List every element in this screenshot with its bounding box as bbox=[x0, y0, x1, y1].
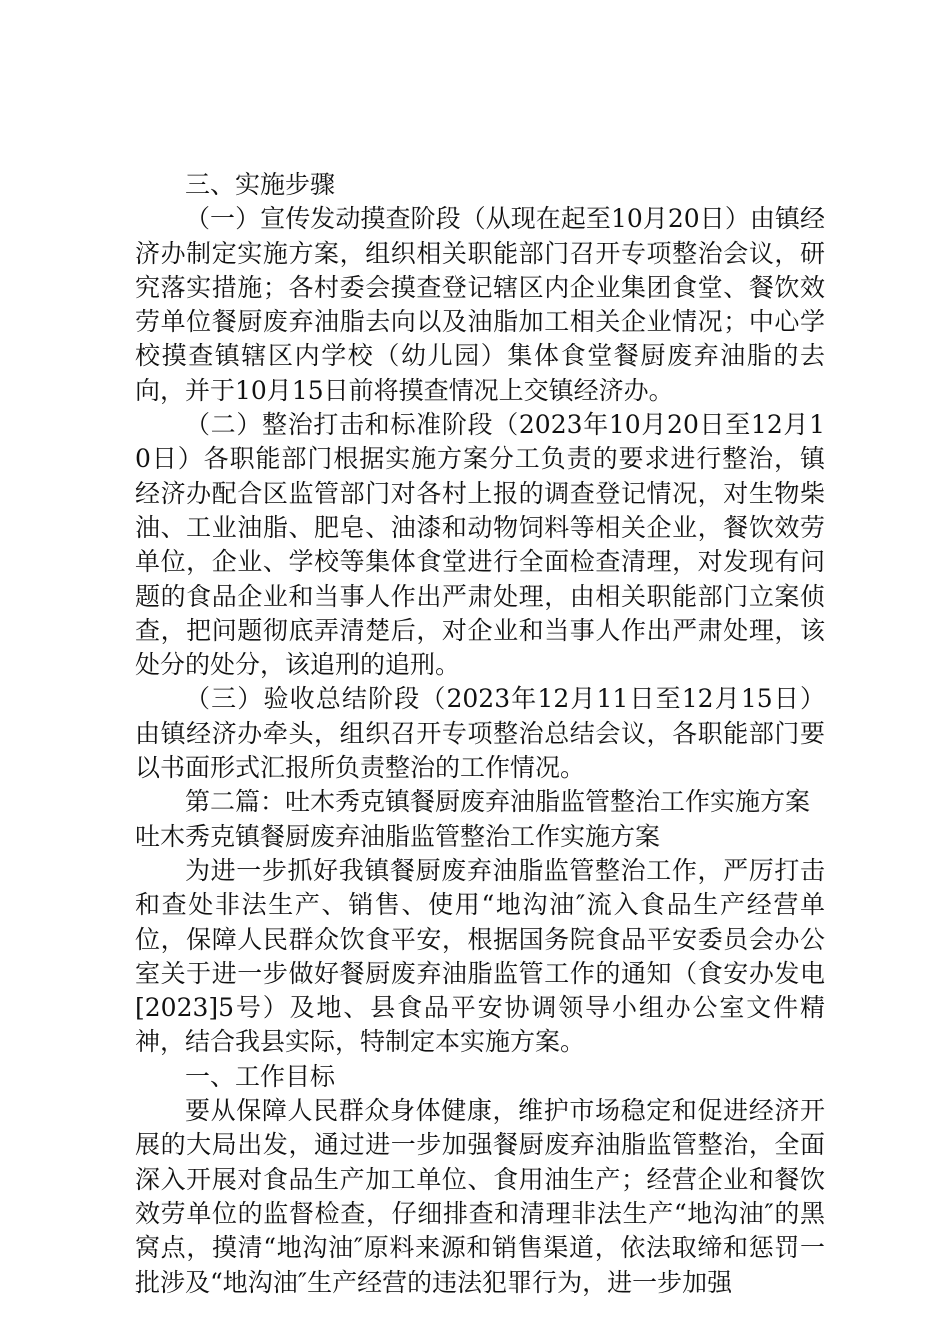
section-heading-work-goals: 一、工作目标 bbox=[185, 1061, 336, 1091]
paragraph-work-goals: 要从保障人民群众身体健康，维护市场稳定和促进经济开展的大局出发，通过进一步加强餐厨废弃油脂监管整治，全面深入开展对食品生产加工单位、食用油生产；经营企业和餐饮效劳单位的监督检查，仔细排查和清理非法生产“地沟油″的黑窝点，摸清“地沟油″原料来源和销售渠道，依法取缔和惩罚一批涉及“地沟油″生产经营的违法犯罪行为，进一步加强 bbox=[135, 1096, 825, 1297]
paragraph-stage-one: （一）宣传发动摸查阶段（从现在起至10月20日）由镇经济办制定实施方案，组织相关职能部门召开专项整治会议，研究落实措施；各村委会摸查登记辖区内企业集团食堂、餐饮效劳单位餐厨废弃油脂去向以及油脂加工相关企业情况；中心学校摸查镇辖区内学校（幼儿园）集体食堂餐厨废弃油脂的去向，并于10月15日前将摸查情况上交镇经济办。 bbox=[135, 204, 825, 405]
second-article-title: 吐木秀克镇餐厨废弃油脂监管整治工作实施方案 bbox=[135, 821, 661, 851]
paragraph-stage-three: （三）验收总结阶段（2023年12月11日至12月15日）由镇经济办牵头，组织召开专项整治总结会议，各职能部门要以书面形式汇报所负责整治的工作情况。 bbox=[135, 684, 825, 783]
paragraph-introduction: 为进一步抓好我镇餐厨废弃油脂监管整治工作，严厉打击和查处非法生产、销售、使用“地沟油″流入食品生产经营单位，保障人民群众饮食平安，根据国务院食品平安委员会办公室关于进一步做好餐厨废弃油脂监管工作的通知（食安办发电[2023]5号）及地、县食品平安协调领导小组办公室文件精神，结合我县实际，特制定本实施方案。 bbox=[135, 855, 825, 1057]
second-article-heading: 第二篇：吐木秀克镇餐厨废弃油脂监管整治工作实施方案 bbox=[185, 787, 811, 817]
section-heading-implementation-steps: 三、实施步骤 bbox=[185, 170, 336, 199]
paragraph-stage-two: （二）整治打击和标准阶段（2023年10月20日至12月10日）各职能部门根据实施方案分工负责的要求进行整治，镇经济办配合区监管部门对各村上报的调查登记情况，对生物柴油、工业油脂、肥皂、油漆和动物饲料等相关企业，餐饮效劳单位，企业、学校等集体食堂进行全面检查清理，对发现有问题的食品企业和当事人作出严肃处理，由相关职能部门立案侦查，把问题彻底弄清楚后，对企业和当事人作出严肃处理，该处分的处分，该追刑的追刑。 bbox=[135, 410, 825, 680]
document-body bbox=[135, 168, 825, 1300]
